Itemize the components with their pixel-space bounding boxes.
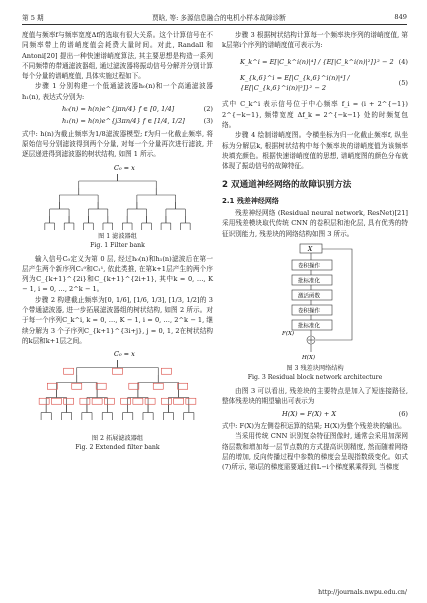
equation-number: (2) (203, 105, 213, 114)
page-number: 849 (394, 13, 407, 21)
extended-node (39, 398, 49, 404)
extended-node (161, 398, 171, 404)
extended-node (121, 398, 131, 404)
equation-4 (222, 57, 408, 67)
paragraph: 度值与频率f与频率宽度Δf的选取有很大关系。这个计算信号在不同频率带上的谱峭度值会耗费大量时间。对此, Randall 和 Antoni[20] 提出一种快速谱峭度算法, 其主要思想是构造一系列不同频带的带通滤波器组, 通过滤波器将振动信号分解并分别计算每个分量的谱峭度值, 具体实施过程如下。 (22, 31, 213, 81)
step-3: 步骤 3 根据树状结构计算每一个频率块序列的谱峭度值, 第k层第i个序列的谱峭度值可表示为: (222, 31, 408, 50)
left-column (22, 30, 213, 452)
extended-node (104, 398, 114, 404)
caption-en: Fig. 1 Filter bank (90, 241, 145, 249)
step-2: 步骤 2 构建截止频率为[0, 1/6], [1/6, 1/3], [1/3, 1/2]的 3 个带通滤波器, 进一步拓展滤波器组的树状结构, 如图 2 所示。对于每一个序列C_k^i, k = 0, …, K − 1, i = 0, …, 2^k − 1, 继续分解为 3 个子序列C_{k+1}^{3i+j}, j = 0, 1, 2在树状结构的k层和k+1层之间。 (22, 295, 213, 345)
tree-root-label: C₀ = x (114, 350, 135, 359)
caption-zh: 图 2 拓展滤波器组 (91, 435, 144, 443)
block-label: 批标准化 (298, 323, 321, 330)
extended-node (145, 398, 155, 404)
extended-node (161, 368, 171, 374)
paragraph: 式中: h(n)为截止频率为1/8滤波器模型; f为归一化截止频率, 将原始信号分别滤波得到两个分量, 对每一个分量再次进行滤波, 并逐层递进得到滤波器的树状结构, 如图 1 所示。 (22, 129, 213, 159)
extended-node (64, 398, 74, 404)
journal-url: http://journals.nwpu.edu.cn/ (318, 589, 407, 596)
extended-node (64, 368, 74, 374)
extended-node (133, 398, 143, 404)
subsection-heading: 2.1 残差神经网络 (222, 196, 279, 205)
extended-node (92, 398, 102, 404)
extended-node (178, 383, 188, 389)
paragraph: 当采用传统 CNN 识别复杂特征图像时, 通常会采用加深网络层数和增加每一层节点数的方式提高识别精度, 然而随着网络层的增加, 反向传播过程中参数的梯度会呈现指数级变化。如式(7)所示, 第i层的梯度需要通过前L−i个梯度累乘得到, 当梯度 (222, 432, 408, 472)
residual-block-figure (222, 242, 408, 364)
extended-node (72, 383, 82, 389)
figure-2-caption (22, 434, 213, 452)
step-1: 步骤 1 分别构建一个低通滤波器h₀(n)和一个高通滤波器h₁(n), 表达式分别为: (22, 82, 213, 101)
block-label: 卷积操作 (298, 263, 321, 270)
figure-3-caption (222, 364, 408, 382)
equation-3 (22, 116, 213, 126)
equation-5 (222, 73, 408, 94)
equation-6 (222, 409, 408, 419)
equation-number: (3) (203, 117, 213, 126)
extended-node (80, 398, 90, 404)
equation-body: H(X) = F(X) + X (282, 409, 337, 418)
equation-number: (6) (398, 409, 408, 418)
fx-label: F(X) (282, 331, 295, 338)
equation-body: K_k^i = E[|C_k^i(n)|⁴] / {E[|C_k^i(n)|²]}² − 2 (240, 57, 394, 66)
equation-body: h₁(n) = h(n)e^{j3πn/4} f ∈ [1/4, 1/2] (62, 117, 185, 126)
tree-edges (45, 174, 190, 230)
extended-filter-bank-figure (22, 348, 213, 434)
running-header (22, 10, 407, 25)
block-label: 激活函数 (298, 293, 321, 300)
issue-number: 第 5 期 (22, 14, 44, 22)
paragraph: 输入信号C₀定义为第 0 层, 经过h₀(n)和h₁(n)滤波后在第一层产生两个新序列C₁⁰和C₁¹, 依此类推, 在第k+1层产生的两个序列为C_{k+1}^{2i}和C_{k+1}^{2i+1}, 其中k = 0, …, K − 1, i = 0, …, 2^k − 1。 (22, 254, 213, 294)
paragraph: 式中 C_k^i 表示信号位于中心频率 f_i = (i + 2^{−1}) 2^{−k−1}, 频带宽度 Δf_k = 2^{−k−1} 处的时频复包络。 (222, 100, 408, 130)
equation-2 (22, 104, 213, 114)
extended-node (129, 383, 139, 389)
extended-node (96, 383, 106, 389)
step-4: 步骤 4 绘制谱峭度图。令横坐标为归一化截止频率f, 纵坐标为分解层k, 根据树状结构中每个频率块的谱峭度值为该频率块填充颜色。根据快速谱峭度值的思想, 谱峭度图的颜色分布就体现了振动信号的故障特征。 (222, 131, 408, 171)
equation-number: (4) (398, 57, 408, 66)
tree-edges (39, 360, 196, 420)
right-column (222, 30, 408, 472)
input-label: X (308, 246, 313, 254)
tree-root-label: C₀ = x (114, 163, 135, 172)
figure-1-caption (22, 232, 213, 250)
extended-node (47, 383, 57, 389)
paragraph: 由图 3 可以看出, 残差块的主要特点是加入了短连接路径, 整体残差块的期望输出可表示为 (222, 387, 408, 406)
extended-node (153, 383, 163, 389)
caption-en: Fig. 2 Extended filter bank (75, 444, 160, 452)
extended-node (186, 398, 196, 404)
extended-node (113, 368, 123, 374)
equation-body: h₀(n) = h(n)e^{jπn/4} f ∈ [0, 1/4] (62, 105, 175, 114)
equation-number: (5) (398, 79, 408, 88)
extended-node (174, 398, 184, 404)
caption-zh: 图 1 滤波器组 (98, 232, 137, 240)
section-heading: 2 双通道神经网络的故障识别方法 (222, 179, 352, 190)
equation-body: K_{k,6}^i = E[|C_{k,6}^i(n)|⁴] / {E[|C_{k,6}^i(n)|²]}² − 2 (240, 73, 350, 93)
paragraph: 残差神经网络 (Residual neural network, ResNet)[21] 采用残差模块取代传统 CNN 的卷积层和池化层, 具有优秀的特征识别能力, 残差块的网络结构如图 3 所示。 (222, 209, 408, 238)
filter-bank-tree-figure (22, 162, 213, 232)
running-title: 贾晗, 等: 多源信息融合的电机小样本故障诊断 (152, 14, 286, 22)
caption-en: Fig. 3 Residual block network architecture (247, 374, 383, 382)
extended-node (51, 398, 61, 404)
block-label: 批标准化 (298, 278, 321, 285)
block-label: 卷积操作 (298, 308, 321, 315)
paragraph: 式中: F(X)为左侧卷积运算的结果; H(X)为整个残差块的输出。 (222, 421, 406, 430)
hx-label: H(X) (302, 355, 316, 362)
caption-zh: 图 3 残差块网络结构 (286, 365, 344, 373)
